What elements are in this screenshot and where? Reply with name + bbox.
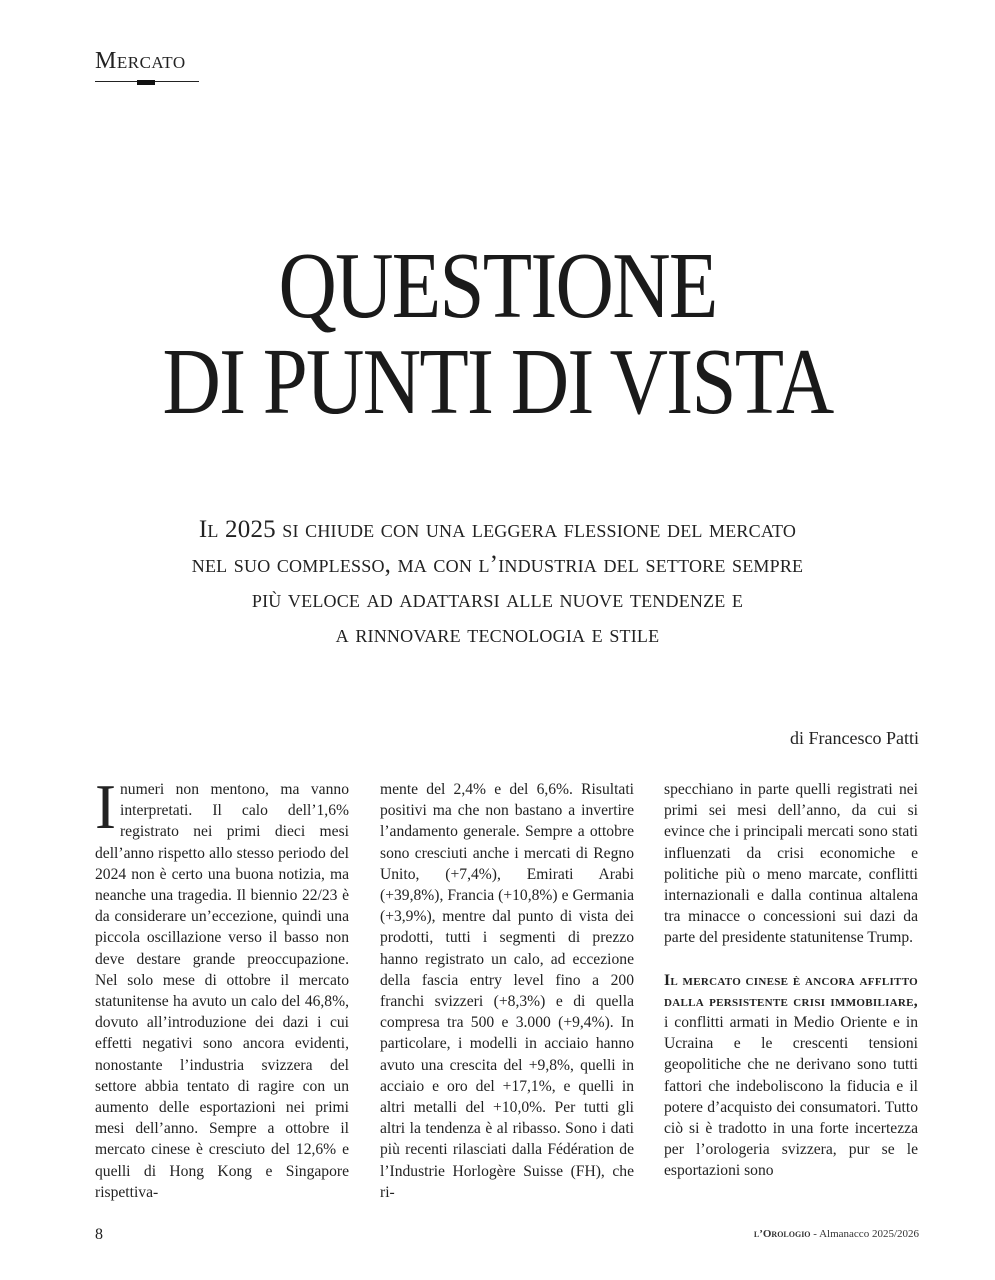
paragraph-lead-in: Il mercato cinese è ancora afflitto dalla persistente crisi immobiliare, [664,971,918,1010]
magazine-name: l’Orologio [753,1228,811,1240]
column-2-text: mente del 2,4% e del 6,6%. Risultati positivi ma che non bastano a invertire l’andamento generale. Sempre a ottobre sono cresciuti anche i mercati di Regno Unito, (+7,4%), Emirati Arabi (+39,8%), Francia (+10,8%) e Germania (+3,9%), mentre dal punto di vista dei prodotti, tutti i segmenti di prezzo hanno registrato un calo, ad eccezione della fascia entry level fino a 200 franchi svizzeri (+8,3%) e di quella compresa tra 500 e 3.000 (+9,4%). In particolare, i modelli in acciaio hanno avuto una crescita del +9,8%, quelli in acciaio e oro del +17,1%, e quelli in altri metalli del +10,0%. Per tutti gli altri la tendenza è al ribasso. Sono i dati più recenti rilasciati dalla Fédération de l’Industrie Horlogère Suisse (FH), che ri- [380,781,634,1201]
page-number: 8 [95,1226,103,1243]
column-1-text: numeri non mentono, ma vanno interpretati. Il calo dell’1,6% registrato nei primi dieci mesi dell’anno rispetto allo stesso periodo del 2024 non è certo una buona notizia, ma neanche una tragedia. Il biennio 22/23 è da considerare un’eccezione, quindi una piccola oscillazione verso il basso non deve destare grande preoccupazione. Nel solo mese di ottobre il mercato statunitense ha avuto un calo del 46,8%, dovuto all’introduzione dei dazi i cui effetti negativi sono ancora evidenti, nonostante l’industria svizzera del settore abbia tentato di ragire con un aumento delle esportazioni nei primi mesi dell’anno. Sempre a ottobre il mercato cinese è cresciuto del 12,6% e quelli di Hong Kong e Singapore rispettiva- [95,781,349,1201]
body-column-1 [95,772,349,1203]
author-byline: di Francesco Patti [790,728,919,748]
paragraph-gap [664,949,918,970]
title-line-1: QUESTIONE [278,234,717,338]
section-header: Mercato [95,48,186,74]
title-line-2: DI PUNTI DI VISTA [162,330,833,434]
body-column-3 [664,779,918,1182]
article-subtitle [100,512,895,652]
column-3-paragraph-2 [664,970,918,1182]
page-footer [754,1228,919,1240]
subtitle-line-3: più veloce ad adattarsi alle nuove tendenze e [251,586,744,613]
edition-label: - Almanacco 2025/2026 [810,1228,919,1240]
subtitle-line-1: Il 2025 si chiude con una leggera flessione del mercato [198,516,797,543]
subtitle-line-4: a rinnovare tecnologia e stile [335,621,660,648]
article-title [70,234,926,434]
body-paragraph [95,772,349,1203]
section-underline-mark [137,80,155,85]
column-3-text: i conflitti armati in Medio Oriente e in Ucraina e le crescenti tensioni geopolitiche che ne derivano sono tutti fattori che indeboliscono la fiducia e il potere d’acquisto dei consumatori. Tutto ciò si è tradotto in una forte incertezza per l’orologeria svizzera, pur se le esportazioni sono [664,1014,918,1180]
column-3-paragraph-1: specchiano in parte quelli registrati nei primi sei mesi dell’anno, da cui si evince che i principali mercati sono stati influenzati da crisi economiche e politiche più o meno marcate, conflitti internazionali e dalla continua altalena tra minacce o concessioni sui dazi da parte del presidente statunitense Trump. [664,781,918,947]
drop-cap: I [95,772,116,842]
body-column-2 [380,779,634,1203]
subtitle-line-2: nel suo complesso, ma con l’industria del settore sempre [191,551,804,578]
